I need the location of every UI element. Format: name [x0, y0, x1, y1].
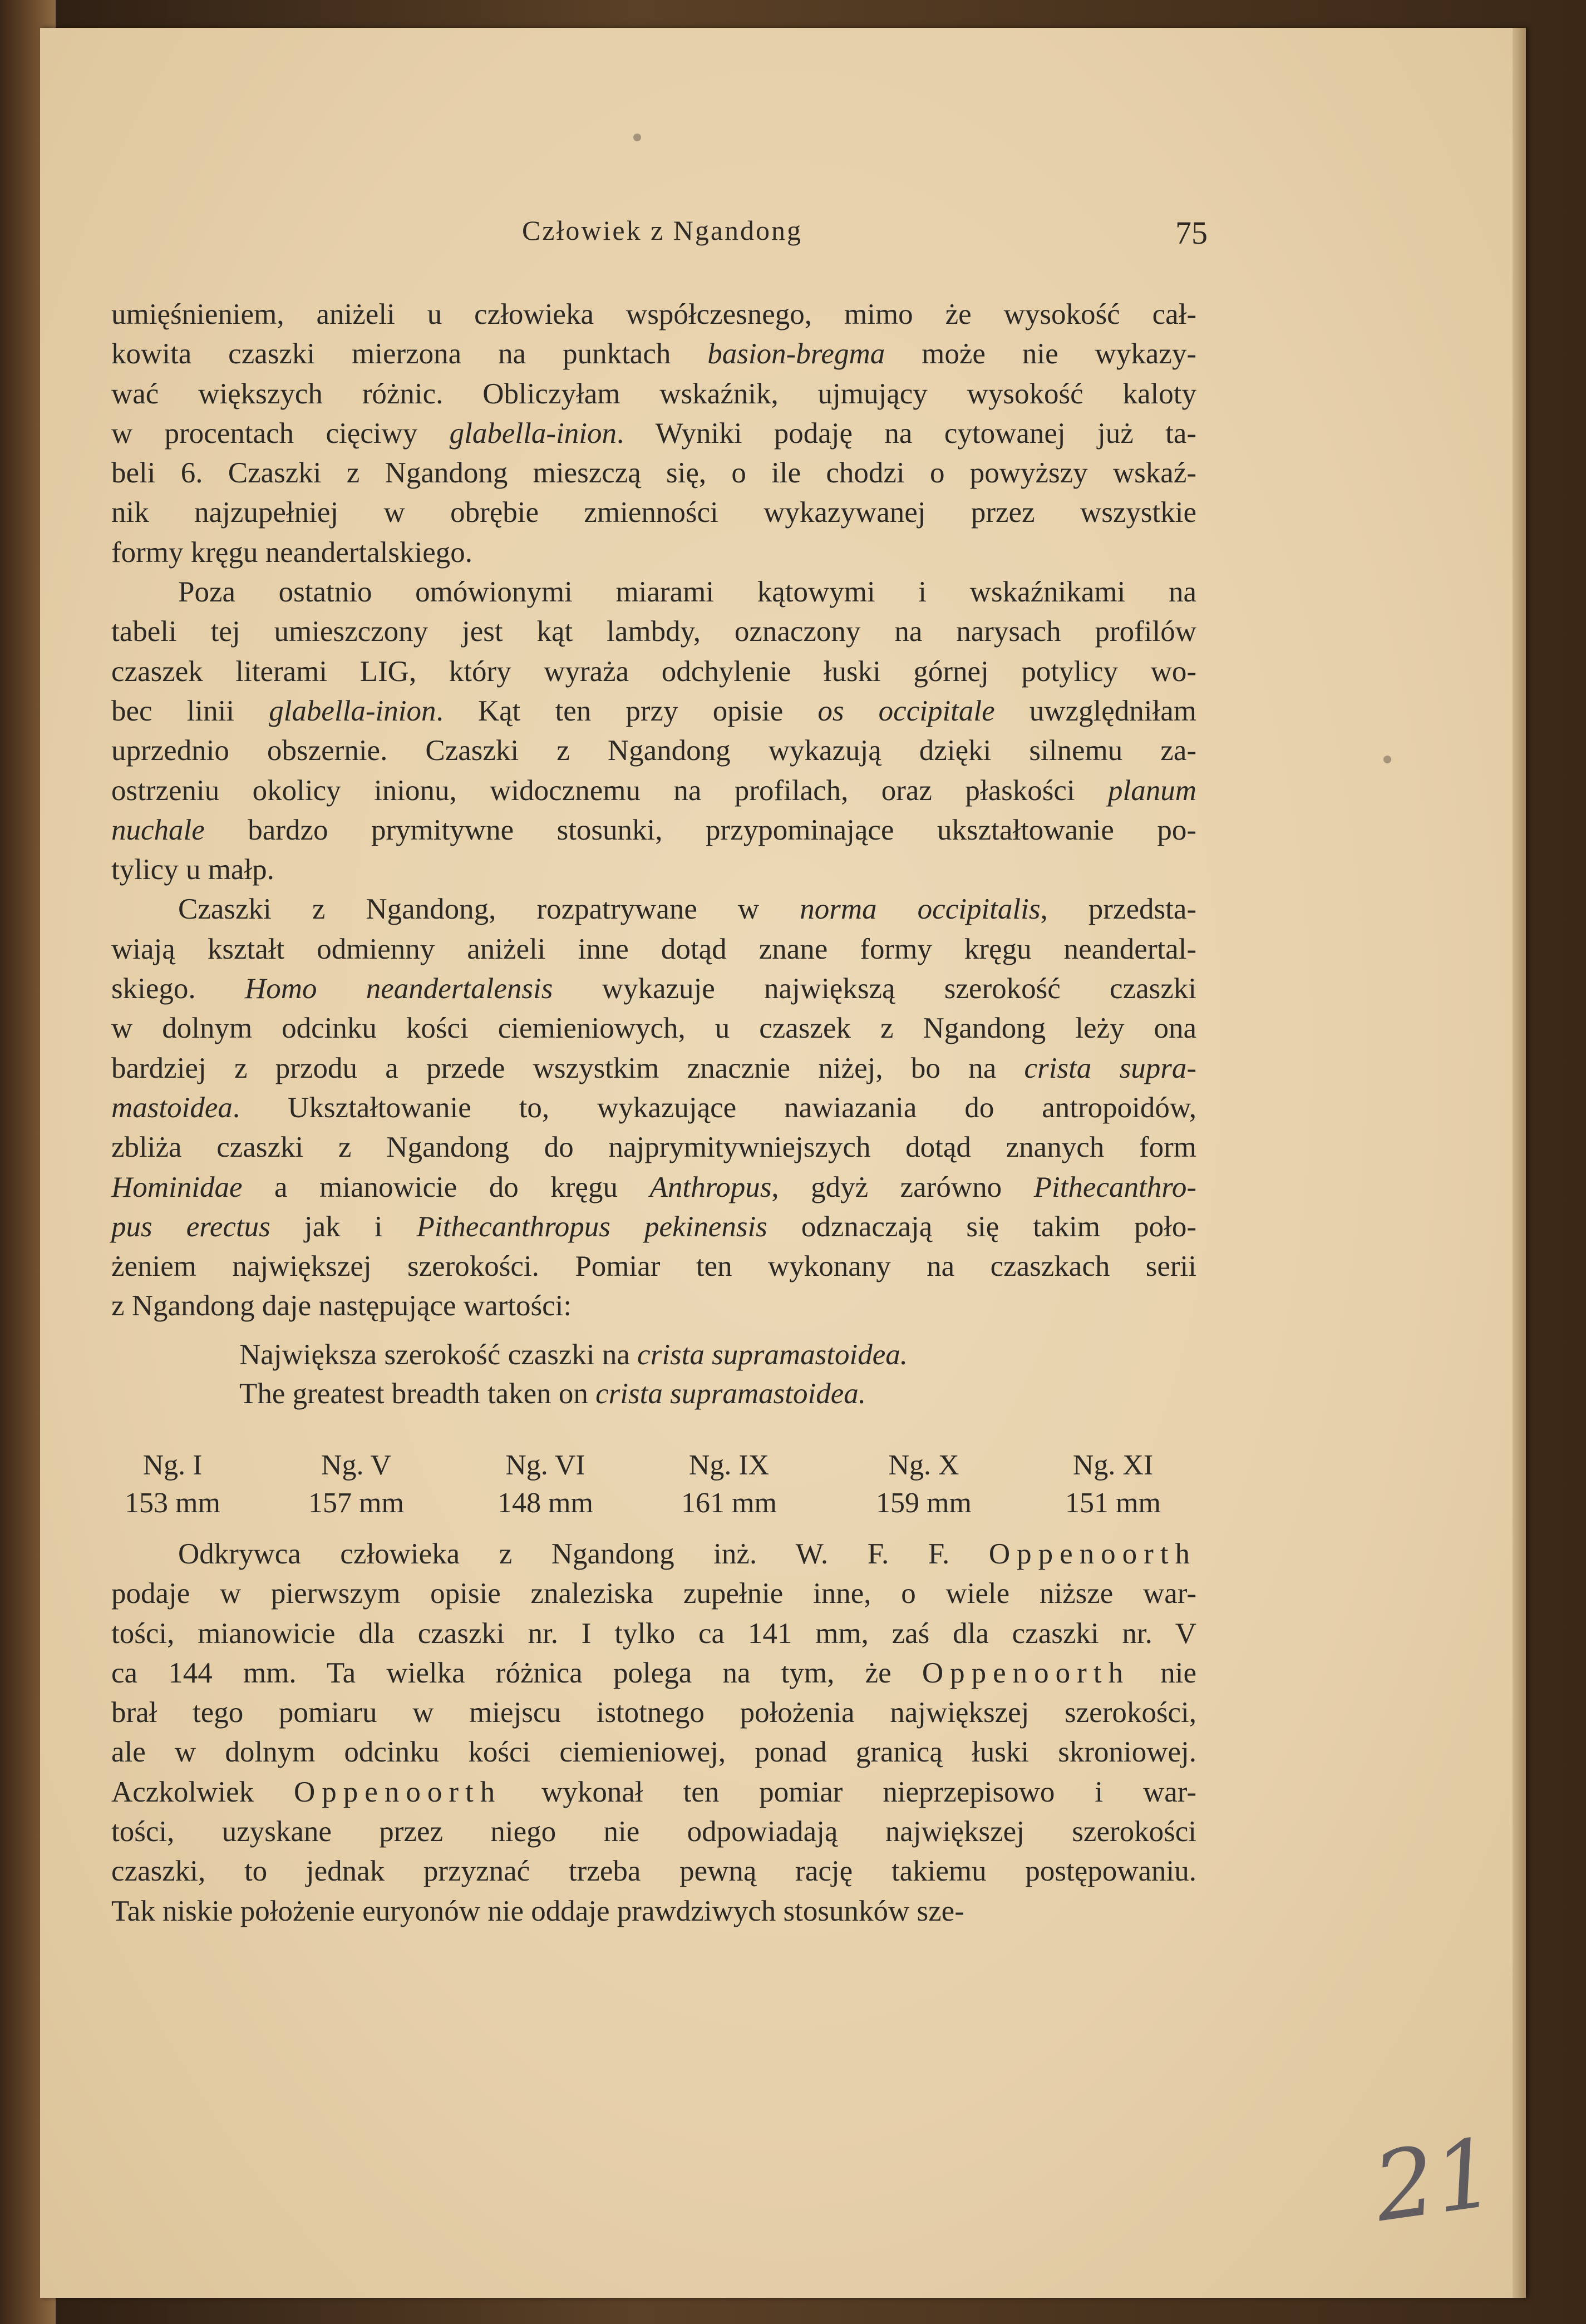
- specimen-label: Ng. V: [321, 1449, 392, 1481]
- text-line: mastoidea. Ukształtowanie to, wykazujące nawiazania do antropoidów,: [111, 1091, 1196, 1124]
- italic-term: norma occipitalis: [800, 893, 1041, 926]
- specimen-label: Ng. XI: [1072, 1449, 1154, 1481]
- breadth-value: 153 mm: [125, 1487, 220, 1519]
- text-line: kowita czaszki mierzona na punktach basion-bregma może nie wykazy-: [111, 338, 1196, 371]
- page-edge-shadow: [1513, 28, 1526, 2298]
- paragraph: [111, 1534, 1196, 1931]
- specimen-label: Ng. X: [888, 1449, 959, 1481]
- text-line: formy kręgu neandertalskiego.: [111, 536, 473, 569]
- text-line: Czaszki z Ngandong, rozpatrywane w norma occipitalis, przedsta-: [178, 893, 1196, 926]
- text-line: ca 144 mm. Ta wielka różnica polega na tym, że Oppenoorth nie: [111, 1656, 1196, 1689]
- italic-term: planum: [1108, 774, 1196, 807]
- text-line: bardziej z przodu a przede wszystkim znacznie niżej, bo na crista supra-: [111, 1052, 1196, 1084]
- paper-speck: [633, 134, 641, 141]
- handwritten-folio-number: 21: [1367, 2117, 1503, 2244]
- italic-term: Hominidae: [111, 1171, 243, 1203]
- table-column: [462, 1447, 629, 1522]
- breadth-value: 161 mm: [681, 1487, 777, 1519]
- italic-term: basion-bregma: [707, 338, 885, 371]
- text-line: zbliża czaszki z Ngandong do najprymitywniejszych dotąd znanych form: [111, 1131, 1196, 1164]
- spaced-name: Oppenoorth: [922, 1656, 1130, 1689]
- text-line: z Ngandong daje następujące wartości:: [111, 1290, 572, 1323]
- text-line: skiego. Homo neandertalensis wykazuje największą szerokość czaszki: [111, 973, 1196, 1005]
- breadth-value: 151 mm: [1065, 1487, 1161, 1519]
- specimen-label: Ng. IX: [688, 1449, 770, 1481]
- body-text-continued: [111, 1534, 1196, 1931]
- text-line: ostrzeniu okolicy inionu, widocznemu na profilach, oraz płaskości planum: [111, 774, 1196, 807]
- italic-term: crista supra-: [1024, 1052, 1196, 1084]
- text-line: nuchale bardzo prymitywne stosunki, przypominające ukształtowanie po-: [111, 813, 1196, 846]
- table-title-english: The greatest breadth taken on crista supramastoidea.: [239, 1378, 866, 1410]
- text-line: bec linii glabella-inion. Kąt ten przy opisie os occipitale uwzględniłam: [111, 694, 1197, 727]
- table-column: [89, 1447, 256, 1522]
- paragraph: [111, 295, 1196, 573]
- table-column: [1030, 1447, 1196, 1522]
- text-line: w procentach cięciwy glabella-inion. Wyniki podaję na cytowanej już ta-: [111, 417, 1197, 450]
- spaced-name: Oppenoorth: [294, 1775, 502, 1808]
- italic-term: Pithecanthropus pekinensis: [416, 1210, 767, 1243]
- text-line: Tak niskie położenie euryonów nie oddaje prawdziwych stosunków sze-: [111, 1894, 964, 1927]
- body-text: [111, 295, 1196, 1326]
- specimen-label: Ng. VI: [505, 1449, 585, 1481]
- table-column: [273, 1447, 440, 1522]
- text-line: umięśnieniem, aniżeli u człowieka współczesnego, mimo że wysokość cał-: [111, 298, 1196, 330]
- text-line: Hominidae a mianowicie do kręgu Anthropus, gdyż zarówno Pithecanthro-: [111, 1171, 1196, 1203]
- page-header: [117, 214, 1208, 259]
- text-line: tości, uzyskane przez niego nie odpowiadają największej szerokości: [111, 1815, 1196, 1848]
- text-line: tylicy u małp.: [111, 853, 274, 886]
- text-line: Odkrywca człowieka z Ngandong inż. W. F. F. Oppenoorth: [178, 1538, 1196, 1570]
- paragraph: [111, 573, 1196, 890]
- table-column: [840, 1447, 1007, 1522]
- text-line: wać większych różnic. Obliczyłam wskaźnik, ujmujący wysokość kaloty: [111, 377, 1196, 410]
- text-line: Aczkolwiek Oppenoorth wykonał ten pomiar nieprzepisowo i war-: [111, 1775, 1197, 1808]
- italic-term: Pithecanthro-: [1033, 1171, 1196, 1203]
- breadth-value: 148 mm: [498, 1487, 593, 1519]
- paper-speck: [1383, 756, 1391, 763]
- table-title-polish: Największa szerokość czaszki na crista supramastoidea.: [239, 1339, 908, 1371]
- text-line: brał tego pomiaru w miejscu istotnego położenia największej szerokości,: [111, 1696, 1196, 1729]
- text-line: żeniem największej szerokości. Pomiar ten wykonany na czaszkach serii: [111, 1250, 1196, 1283]
- breadth-value: 157 mm: [308, 1487, 404, 1519]
- text-line: podaje w pierwszym opisie znaleziska zupełnie inne, o wiele niższe war-: [111, 1577, 1196, 1610]
- running-title: Człowiek z Ngandong: [521, 215, 803, 246]
- page-number: 75: [1175, 215, 1208, 251]
- specimen-label: Ng. I: [142, 1449, 203, 1481]
- text-line: ale w dolnym odcinku kości ciemieniowej, ponad granicą łuski skroniowej.: [111, 1736, 1196, 1769]
- italic-term: Anthropus: [649, 1171, 772, 1203]
- text-line: tabeli tej umieszczony jest kąt lambdy, oznaczony na narysach profilów: [111, 615, 1196, 648]
- italic-term: glabella-inion: [449, 417, 617, 450]
- italic-term: glabella-inion: [269, 694, 436, 727]
- spaced-name: Oppenoorth: [988, 1538, 1196, 1570]
- text-line: czaszek literami LIG, który wyraża odchylenie łuski górnej potylicy wo-: [111, 655, 1196, 688]
- breadth-value: 159 mm: [876, 1487, 972, 1519]
- text-line: czaszki, to jednak przyznać trzeba pewną rację takiemu postępowaniu.: [111, 1855, 1196, 1888]
- italic-term: os occipitale: [817, 694, 995, 727]
- paragraph: [111, 890, 1196, 1326]
- text-line: w dolnym odcinku kości ciemieniowych, u czaszek z Ngandong leży ona: [111, 1012, 1196, 1045]
- italic-term: pus erectus: [111, 1210, 270, 1243]
- text-line: beli 6. Czaszki z Ngandong mieszczą się, o ile chodzi o powyższy wskaź-: [111, 457, 1196, 490]
- text-line: wiają kształt odmienny aniżeli inne dotąd znane formy kręgu neandertal-: [111, 932, 1196, 965]
- italic-term: Homo neandertalensis: [244, 973, 553, 1005]
- text-line: pus erectus jak i Pithecanthropus pekinensis odznaczają się takim poło-: [111, 1210, 1196, 1243]
- text-line: uprzednio obszernie. Czaszki z Ngandong wykazują dzięki silnemu za-: [111, 734, 1196, 767]
- text-line: Poza ostatnio omówionymi miarami kątowymi i wskaźnikami na: [178, 576, 1196, 609]
- text-line: nik najzupełniej w obrębie zmienności wykazywanej przez wszystkie: [111, 496, 1196, 529]
- table-column: [646, 1447, 812, 1522]
- italic-term: nuchale: [111, 813, 205, 846]
- italic-term: mastoidea: [111, 1091, 233, 1124]
- text-line: tości, mianowicie dla czaszki nr. I tylko ca 141 mm, zaś dla czaszki nr. V: [111, 1617, 1196, 1650]
